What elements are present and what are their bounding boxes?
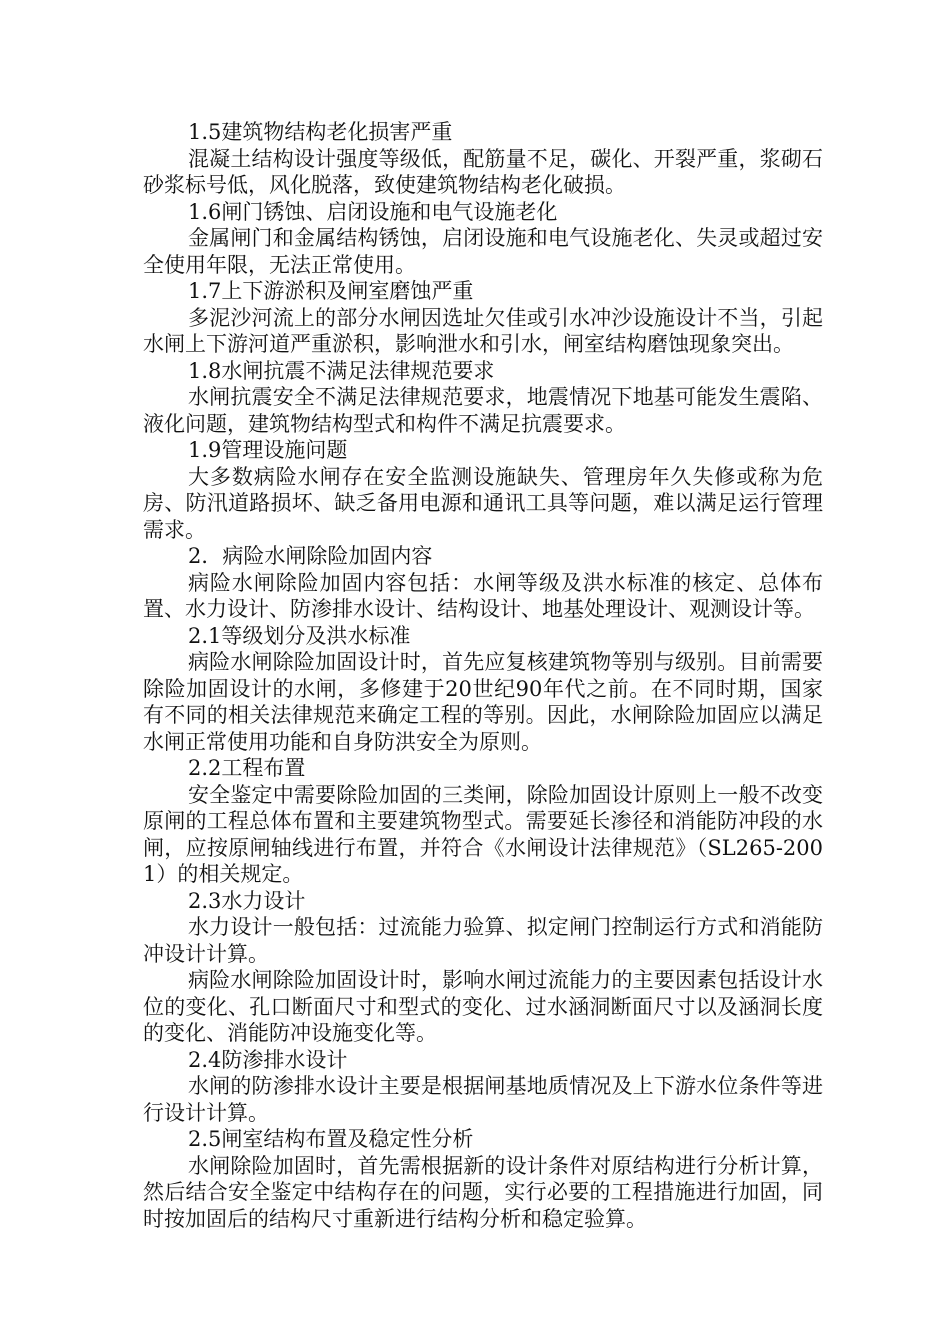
body-paragraph: 安全鉴定中需要除险加固的三类闸，除险加固设计原则上一般不改变原闸的工程总体布置和主要建筑物型式。需要延长渗径和消能防冲段的水闸，应按原闸轴线进行布置，并符合《水闸设计法律规范》（SL265-2001）的相关规定。 [143,782,823,886]
body-paragraph: 混凝土结构设计强度等级低，配筋量不足，碳化、开裂严重，浆砌石砂浆标号低，风化脱落，致使建筑物结构老化破损。 [143,146,823,197]
body-paragraph: 病险水闸除险加固内容包括：水闸等级及洪水标准的核定、总体布置、水力设计、防渗排水设计、结构设计、地基处理设计、观测设计等。 [143,570,823,621]
section-heading: 2.3水力设计 [188,888,306,913]
section-heading: 2．病险水闸除险加固内容 [188,544,433,568]
body-paragraph: 多泥沙河流上的部分水闸因选址欠佳或引水冲沙设施设计不当，引起水闸上下游河道严重淤积，影响泄水和引水，闸室结构磨蚀现象突出。 [143,305,823,356]
section-heading: 1.8水闸抗震不满足法律规范要求 [188,358,495,383]
body-paragraph: 金属闸门和金属结构锈蚀，启闭设施和电气设施老化、失灵或超过安全使用年限，无法正常使用。 [143,226,823,277]
body-paragraph: 大多数病险水闸存在安全监测设施缺失、管理房年久失修或称为危房、防汛道路损坏、缺乏备用电源和通讯工具等问题，难以满足运行管理需求。 [143,464,823,542]
section-heading: 2.2工程布置 [188,756,306,780]
body-paragraph: 水闸除险加固时，首先需根据新的设计条件对原结构进行分析计算，然后结合安全鉴定中结构存在的问题，实行必要的工程措施进行加固，同时按加固后的结构尺寸重新进行结构分析和稳定验算。 [143,1153,823,1231]
section-heading: 1.6闸门锈蚀、启闭设施和电气设施老化 [188,199,558,224]
body-paragraph: 水闸的防渗排水设计主要是根据闸基地质情况及上下游水位条件等进行设计计算。 [143,1074,823,1125]
section-heading: 1.5建筑物结构老化损害严重 [188,120,453,144]
body-paragraph: 水闸抗震安全不满足法律规范要求，地震情况下地基可能发生震陷、液化问题，建筑物结构型式和构件不满足抗震要求。 [143,385,823,436]
document-body [143,119,823,1232]
body-paragraph: 病险水闸除险加固设计时，首先应复核建筑物等别与级别。目前需要除险加固设计的水闸，多修建于20世纪90年代之前。在不同时期，国家有不同的相关法律规范来确定工程的等别。因此，水闸除险加固应以满足水闸正常使用功能和自身防洪安全为原则。 [143,650,823,754]
section-heading: 2.4防渗排水设计 [188,1047,348,1072]
section-heading: 1.9管理设施问题 [188,438,348,462]
body-paragraph: 水力设计一般包括：过流能力验算、拟定闸门控制运行方式和消能防冲设计计算。 [143,915,823,966]
section-heading: 1.7上下游淤积及闸室磨蚀严重 [188,279,474,303]
body-paragraph: 病险水闸除险加固设计时，影响水闸过流能力的主要因素包括设计水位的变化、孔口断面尺寸和型式的变化、过水涵洞断面尺寸以及涵洞长度的变化、消能防冲设施变化等。 [143,968,823,1045]
section-heading: 2.5闸室结构布置及稳定性分析 [188,1127,474,1151]
section-heading: 2.1等级划分及洪水标准 [188,623,411,648]
